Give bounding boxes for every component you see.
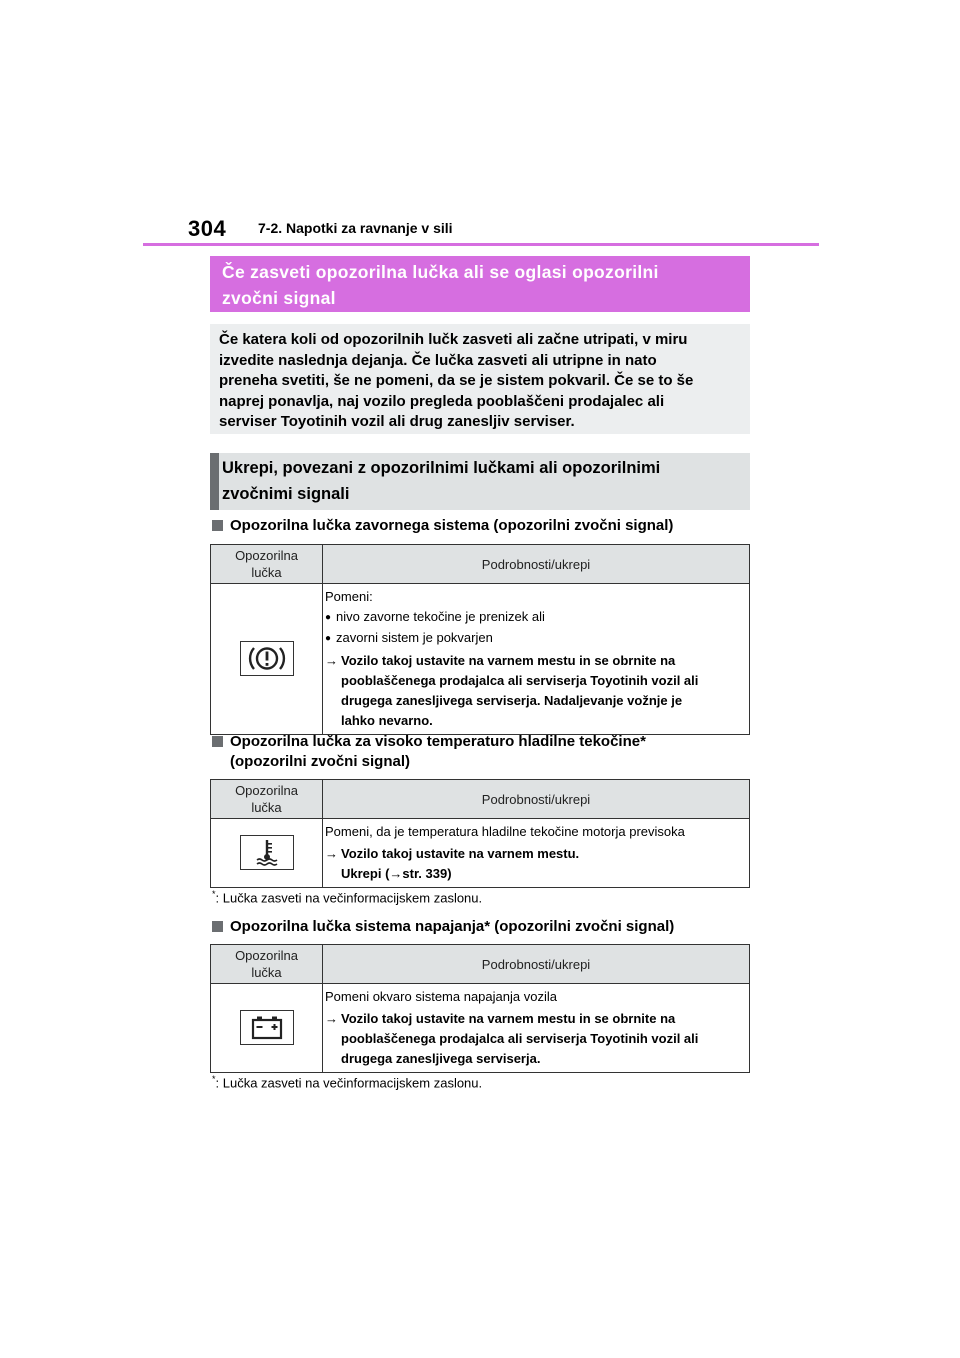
square-bullet-icon [212,520,223,531]
intro-box [210,324,750,434]
subheading-charging: Opozorilna lučka sistema napajanja* (opozorilni zvočni signal) [212,917,674,937]
details-cell [323,584,750,735]
action-text: → Vozilo takoj ustavite na varnem mestu in se obrnite na pooblaščenega prodajalca ali serviserja Toyotinih vozil ali drugega zanesljivega serviserja. Nadaljevanje vožnje je lahko nevarno. [325,653,699,728]
intro-line: preneha svetiti, še ne pomeni, da se je sistem pokvaril. Če se to še [219,372,694,389]
footnote: *: Lučka zasveti na večinformacijskem zaslonu. [212,889,483,906]
section-heading-line2: zvočnimi signali [222,485,350,503]
intro-line: izvedite naslednja dejanja. Če lučka zasveti ali utripne in nato [219,351,657,369]
coolant-temperature-icon [240,835,294,870]
brake-warning-table [210,544,750,735]
coolant-warning-table [210,779,750,888]
chapter-title: 7-2. Napotki za ravnanje v sili [258,220,453,236]
section-heading-line1: Ukrepi, povezani z opozorilnimi lučkami ali opozorilnimi [222,459,661,477]
page-reference-link[interactable]: str. 339) [402,866,452,881]
section-heading-box [210,453,750,510]
table-header-details: Podrobnosti/ukrepi [323,945,750,984]
subheading-brake: Opozorilna lučka zavornega sistema (opozorilni zvočni signal) [212,516,673,536]
bullet-item: ● nivo zavorne tekočine je prenizek ali [325,607,746,628]
brake-warning-icon [240,641,294,676]
page-number: 304 [188,216,227,241]
table-header-light: Opozorilna lučka [211,780,323,819]
details-cell [323,819,750,888]
meaning-label: Pomeni: [325,589,373,604]
bullet-item: ● zavorni sistem je pokvarjen [325,628,746,649]
table-header-light: Opozorilna lučka [211,945,323,984]
header-rule [143,243,819,246]
table-header-details: Podrobnosti/ukrepi [323,780,750,819]
action-text: → Vozilo takoj ustavite na varnem mestu. Ukrepi (→str. 339) [325,846,580,881]
square-bullet-icon [212,736,223,747]
subheading-coolant: Opozorilna lučka za visoko temperaturo hladilne tekočine* (opozorilni zvočni signal) [212,732,646,772]
table-header-light: Opozorilna lučka [211,545,323,584]
charging-warning-table [210,944,750,1073]
meaning-text: Pomeni, da je temperatura hladilne tekočine motorja previsoka [325,824,685,839]
intro-line: serviser Toyotinih vozil ali drug zanesljiv serviser. [219,413,575,430]
icon-cell [211,984,323,1073]
action-text: → Vozilo takoj ustavite na varnem mestu in se obrnite na pooblaščenega prodajalca ali serviserja Toyotinih vozil ali drugega zanesljivega serviserja. [325,1011,699,1066]
icon-cell [211,584,323,735]
intro-line: Če katera koli od opozorilnih lučk zasveti ali začne utripati, v miru [219,331,688,348]
main-title-box [210,256,750,312]
details-cell [323,984,750,1073]
square-bullet-icon [212,921,223,932]
meaning-text: Pomeni okvaro sistema napajanja vozila [325,989,557,1004]
battery-charging-icon [240,1010,294,1045]
icon-cell [211,819,323,888]
main-title-line1: Če zasveti opozorilna lučka ali se oglasi opozorilni [222,262,659,282]
table-header-details: Podrobnosti/ukrepi [323,545,750,584]
footnote: *: Lučka zasveti na večinformacijskem zaslonu. [212,1074,483,1091]
intro-line: naprej ponavlja, naj vozilo pregleda pooblaščeni prodajalec ali [219,392,665,410]
main-title-line2: zvočni signal [222,288,336,308]
